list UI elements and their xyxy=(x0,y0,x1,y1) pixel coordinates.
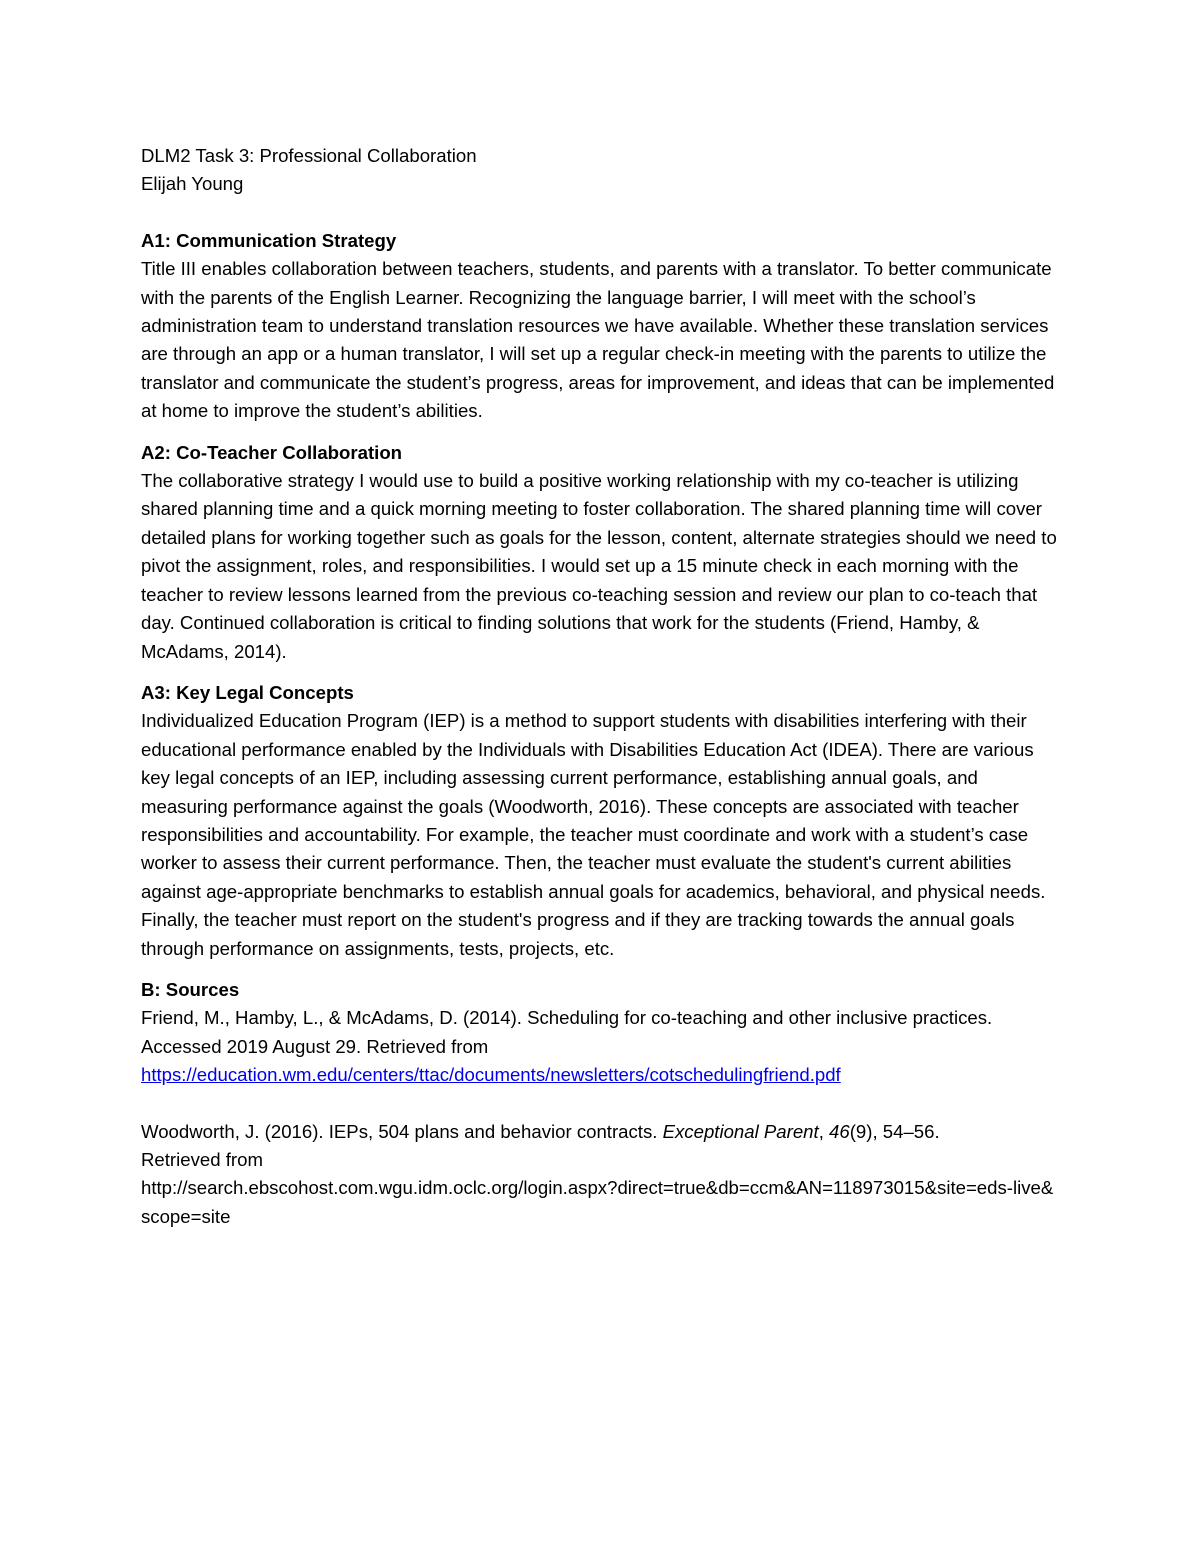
reference-url-woodworth: http://search.ebscohost.com.wgu.idm.oclc.org/login.aspx?direct=true&db=ccm&AN=118973015&site=eds-live&scope=site xyxy=(141,1177,1054,1227)
section-heading: A3: Key Legal Concepts xyxy=(141,681,354,703)
section-heading: A1: Communication Strategy xyxy=(141,229,397,251)
reference-friend: Friend, M., Hamby, L., & McAdams, D. (2014). Scheduling for co-teaching and other inclusive practices. Accessed 2019 August 29. Retrieved from xyxy=(141,1007,993,1057)
section-sources xyxy=(141,976,1061,1231)
journal-issue-pages: (9), 54–56. xyxy=(849,1120,940,1142)
section-heading: B: Sources xyxy=(141,978,240,1000)
section-paragraph: Title III enables collaboration between teachers, students, and parents with a translator. To better communicate with the parents of the English Learner. Recognizing the language barrier, I will meet with the school’s administration team to understand translation resources we have available. Whether these translation services are through an app or a human translator, I will set up a regular check-in meeting with the parents to utilize the translator and communicate the student’s progress, areas for improvement, and ideas that can be implemented at home to improve the student’s abilities. xyxy=(141,258,1055,422)
section-heading: A2: Co-Teacher Collaboration xyxy=(141,441,403,463)
section-paragraph: Individualized Education Program (IEP) is a method to support students with disabilities interfering with their educational performance enabled by the Individuals with Disabilities Education Act (IDEA). There are various key legal concepts of an IEP, including assessing current performance, establishing annual goals, and measuring performance against the goals (Woodworth, 2016). These concepts are associated with teacher responsibilities and accountability. For example, the teacher must coordinate and work with a student’s case worker to assess their current performance. Then, the teacher must evaluate the student's current abilities against age-appropriate benchmarks to establish annual goals for academics, behavioral, and physical needs. Finally, the teacher must report on the student's progress and if they are tracking towards the annual goals through performance on assignments, tests, projects, etc. xyxy=(141,710,1046,959)
journal-volume: 46 xyxy=(829,1120,850,1142)
document-body xyxy=(141,142,1061,1231)
section-a2 xyxy=(141,439,1061,666)
reference-comma: , xyxy=(818,1120,830,1142)
section-a3 xyxy=(141,679,1061,963)
retrieved-from-label: Retrieved from xyxy=(141,1149,263,1170)
section-paragraph: The collaborative strategy I would use to build a positive working relationship with my co-teacher is utilizing shared planning time and a quick morning meeting to foster collaboration. The shared planning time will cover detailed plans for working together such as goals for the lesson, content, alternate strategies should we need to pivot the assignment, roles, and responsibilities. I would set up a 15 minute check in each morning with the teacher to review lessons learned from the previous co-teaching session and review our plan to co-teach that day. Continued collaboration is critical to finding solutions that work for the students (Friend, Hamby, & McAdams, 2014). xyxy=(141,470,1057,662)
section-a1 xyxy=(141,227,1061,426)
document-title: DLM2 Task 3: Professional Collaboration xyxy=(141,145,477,166)
journal-name: Exceptional Parent xyxy=(662,1120,819,1142)
reference-woodworth xyxy=(141,1118,1061,1146)
document-author: Elijah Young xyxy=(141,173,244,195)
reference-link-friend[interactable]: https://education.wm.edu/centers/ttac/documents/newsletters/cotschedulingfriend.pdf xyxy=(141,1064,841,1086)
reference-woodworth-text: Woodworth, J. (2016). IEPs, 504 plans and behavior contracts. xyxy=(141,1120,663,1142)
